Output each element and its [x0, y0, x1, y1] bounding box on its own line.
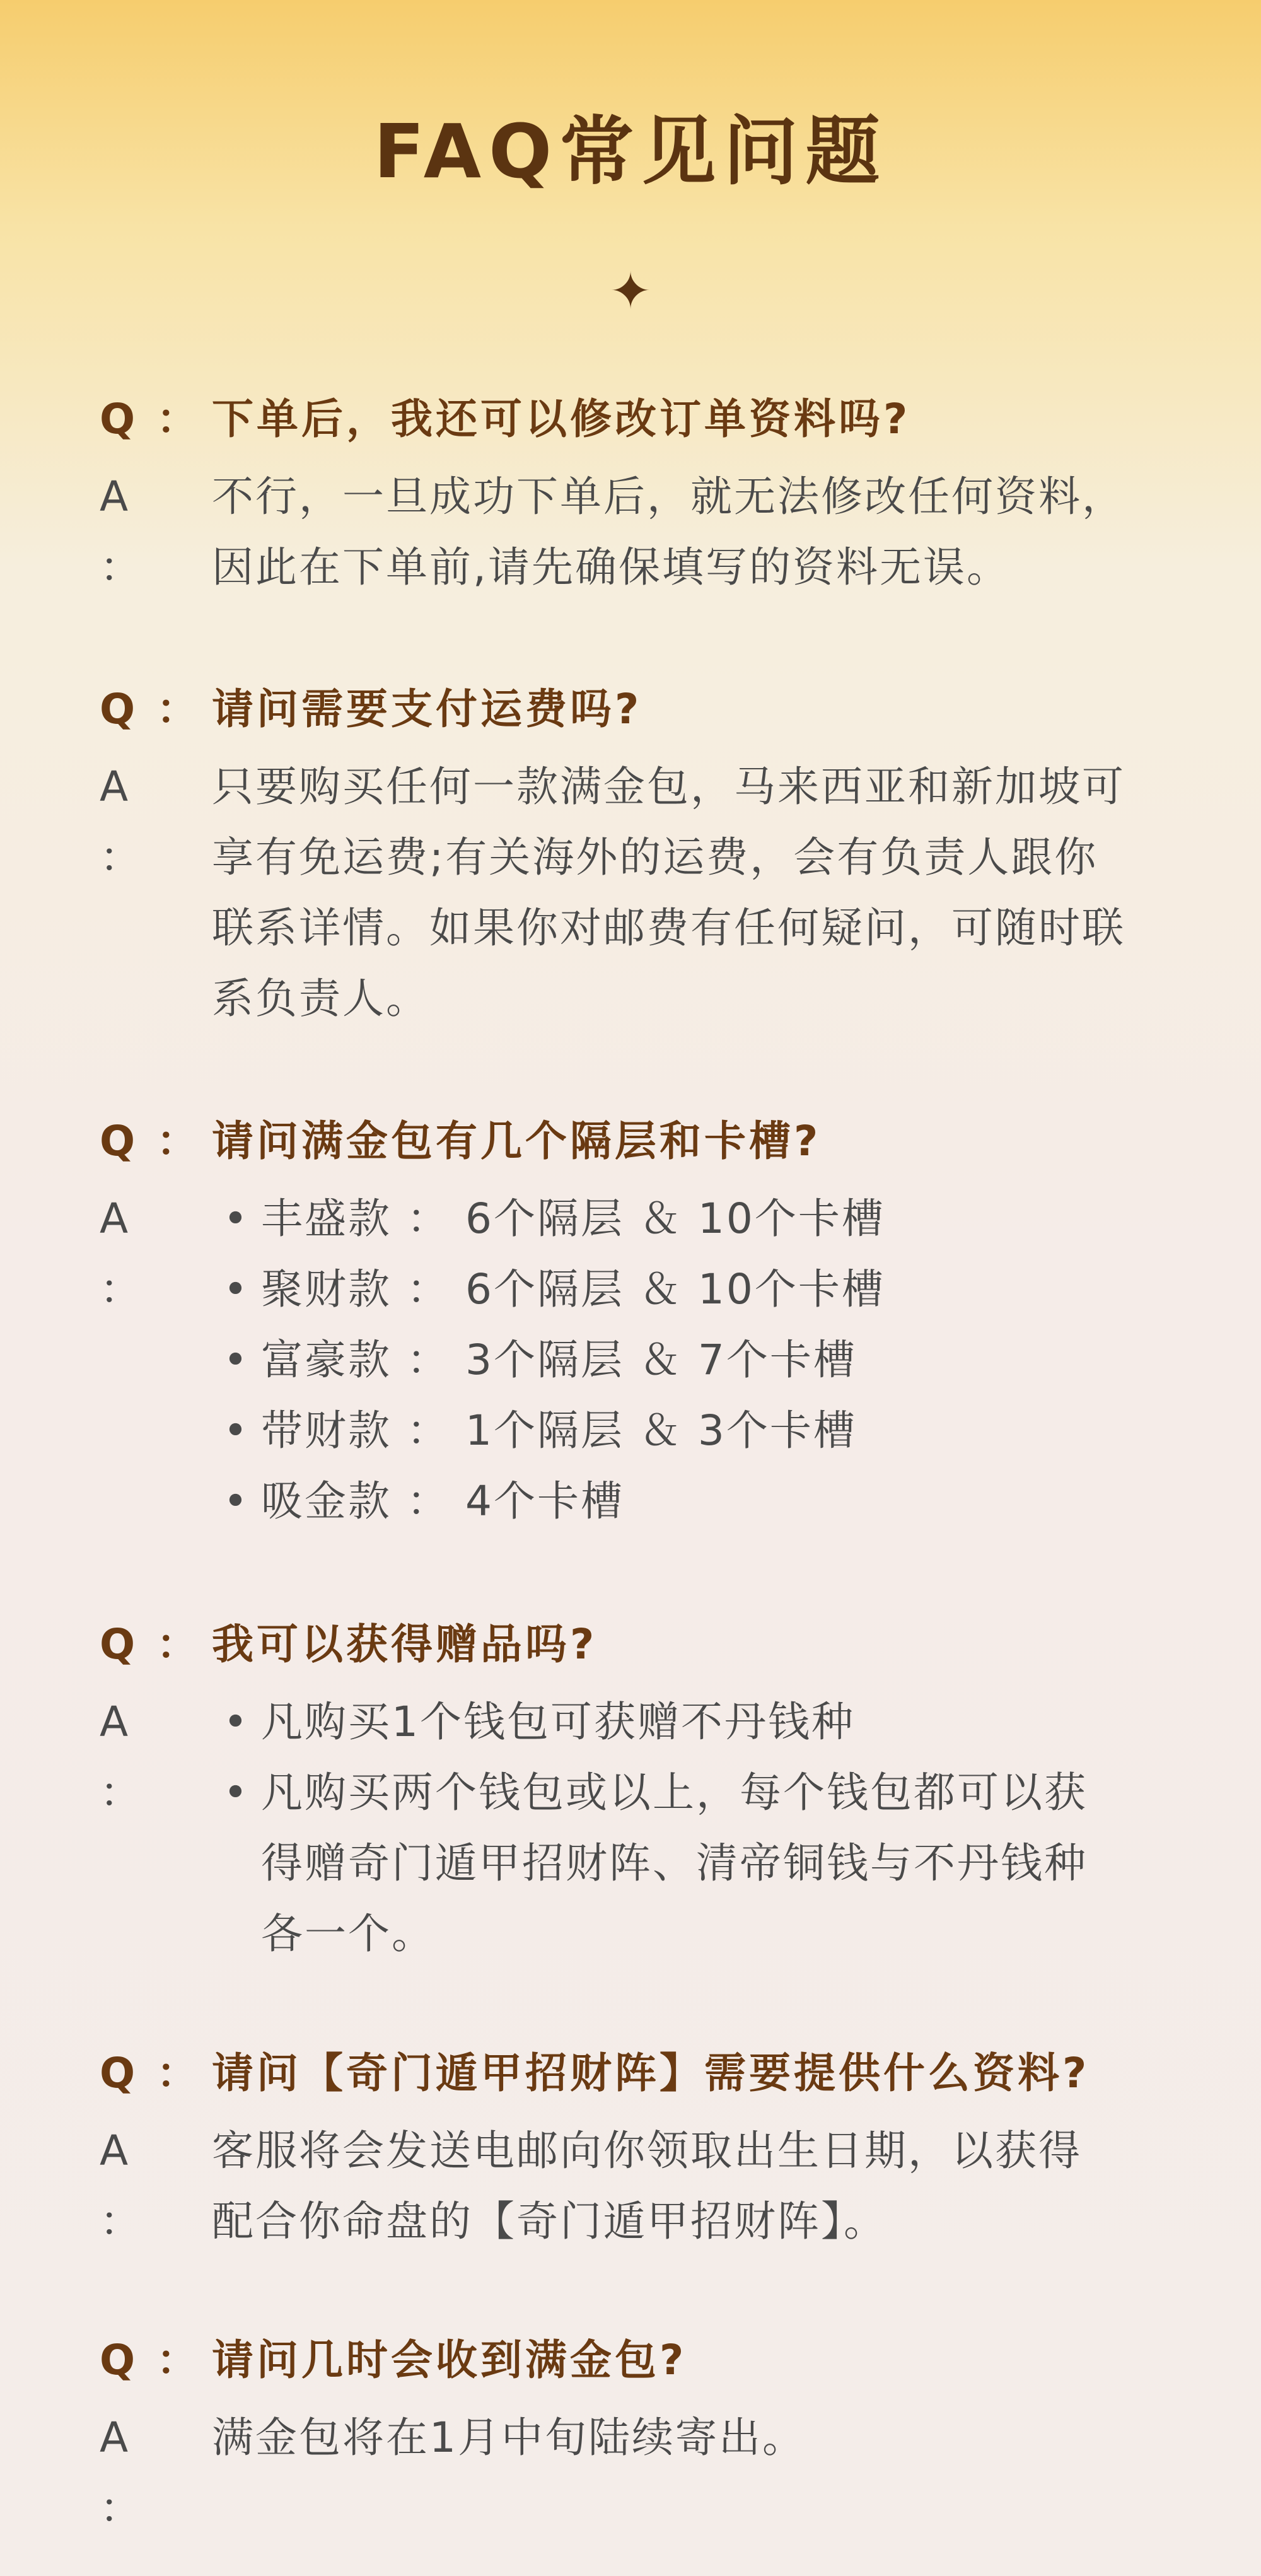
faq-question	[100, 2039, 1184, 2108]
question-text: 请问满金包有几个隔层和卡槽?	[212, 1117, 822, 1165]
answer-line: 联系详情。如果你对邮费有任何疑问，可随时联	[212, 904, 1125, 952]
bullet-dot-icon: •	[223, 1768, 250, 1817]
bullet-text: 吸金款 ： 4个卡槽	[261, 1477, 624, 1525]
page-title: FAQ常见问题	[373, 108, 888, 195]
bullet-dot-icon: •	[223, 1698, 250, 1746]
faq-item	[100, 1107, 1184, 1537]
faq-question	[100, 675, 1184, 744]
question-marker: Q	[100, 685, 139, 733]
bullet-text: 凡购买两个钱包或以上，每个钱包都可以获	[261, 1768, 1088, 1817]
question-text: 下单后，我还可以修改订单资料吗?	[212, 395, 911, 443]
question-marker: Q	[100, 1620, 139, 1669]
answer-line: 客服将会发送电邮向你领取出生日期，以获得	[212, 2126, 1082, 2175]
faq-question	[100, 2326, 1184, 2395]
answer-line: 系负责人。	[212, 974, 429, 1023]
faq-item	[100, 675, 1184, 1034]
question-text: 我可以获得赠品吗?	[212, 1620, 598, 1669]
answer-colon: ：	[100, 1768, 143, 1817]
faq-answer	[100, 1687, 1184, 1969]
faq-answer	[100, 752, 1184, 1034]
question-colon: ：	[156, 685, 201, 733]
bullet-dot-icon: •	[223, 1406, 250, 1455]
answer-line: 享有免运费;有关海外的运费，会有负责人跟你	[212, 833, 1098, 882]
faq-answer	[100, 1184, 1184, 1537]
faq-item	[100, 2326, 1184, 2532]
answer-line: 不行，一旦成功下单后，就无法修改任何资料，	[212, 472, 1125, 521]
question-colon: ：	[156, 2336, 201, 2384]
question-marker: Q	[100, 1117, 139, 1165]
answer-bullet-list	[212, 1687, 1184, 1969]
faq-answer	[100, 2116, 1184, 2257]
faq-answer	[100, 462, 1184, 603]
answer-colon: ：	[100, 1265, 143, 1314]
faq-answer	[100, 2403, 1184, 2532]
bullet-dot-icon: •	[223, 1265, 250, 1314]
bullet-text: 凡购买1个钱包可获赠不丹钱种	[261, 1698, 855, 1746]
faq-question	[100, 1107, 1184, 1176]
answer-marker: A	[100, 762, 131, 811]
bullet-text: 富豪款 ： 3个隔层 ＆ 7个卡槽	[261, 1336, 857, 1384]
question-marker: Q	[100, 2336, 139, 2384]
answer-marker: A	[100, 472, 131, 521]
bullet-text: 带财款 ： 1个隔层 ＆ 3个卡槽	[261, 1406, 857, 1455]
bullet-item	[212, 1325, 1184, 1396]
answer-line: 只要购买任何一款满金包，马来西亚和新加坡可	[212, 762, 1125, 811]
faq-question	[100, 385, 1184, 454]
bullet-item	[212, 1254, 1184, 1325]
faq-question	[100, 1610, 1184, 1679]
answer-marker: A	[100, 1194, 131, 1243]
answer-marker: A	[100, 2126, 131, 2175]
faq-item	[100, 1610, 1184, 1969]
answer-colon: ：	[100, 833, 143, 882]
bullet-item	[212, 1757, 1184, 1969]
faq-item	[100, 2039, 1184, 2257]
faq-item	[100, 385, 1184, 603]
question-text: 请问需要支付运费吗?	[212, 685, 642, 733]
answer-line: 因此在下单前,请先确保填写的资料无误。	[212, 543, 1010, 592]
question-marker: Q	[100, 2049, 139, 2097]
answer-marker: A	[100, 2413, 131, 2462]
answer-bullet-list	[212, 1184, 1184, 1537]
question-marker: Q	[100, 395, 139, 443]
question-text: 请问【奇门遁甲招财阵】需要提供什么资料?	[212, 2049, 1090, 2097]
question-colon: ：	[156, 1117, 201, 1165]
answer-line: 配合你命盘的【奇门遁甲招财阵】。	[212, 2197, 887, 2246]
answer-colon: ：	[100, 543, 143, 592]
question-colon: ：	[156, 2049, 201, 2097]
bullet-item	[212, 1396, 1184, 1466]
bullet-text: 各一个。	[261, 1909, 435, 1958]
bullet-dot-icon: •	[223, 1194, 250, 1243]
bullet-text: 聚财款 ： 6个隔层 ＆ 10个卡槽	[261, 1265, 885, 1314]
bullet-dot-icon: •	[223, 1477, 250, 1525]
bullet-dot-icon: •	[223, 1336, 250, 1384]
question-colon: ：	[156, 395, 201, 443]
bullet-item	[212, 1184, 1184, 1254]
answer-colon: ：	[100, 2197, 143, 2246]
bullet-item	[212, 1466, 1184, 1537]
answer-colon: ：	[100, 2484, 143, 2532]
bullet-text: 得赠奇门遁甲招财阵、清帝铜钱与不丹钱种	[261, 1839, 1088, 1887]
answer-line: 满金包将在1月中旬陆续寄出。	[212, 2413, 806, 2462]
answer-marker: A	[100, 1698, 131, 1746]
bullet-text: 丰盛款 ： 6个隔层 ＆ 10个卡槽	[261, 1194, 885, 1243]
question-colon: ：	[156, 1620, 201, 1669]
bullet-item	[212, 1687, 1184, 1757]
question-text: 请问几时会收到满金包?	[212, 2336, 687, 2384]
diamond-divider-icon: ✦	[609, 262, 652, 320]
